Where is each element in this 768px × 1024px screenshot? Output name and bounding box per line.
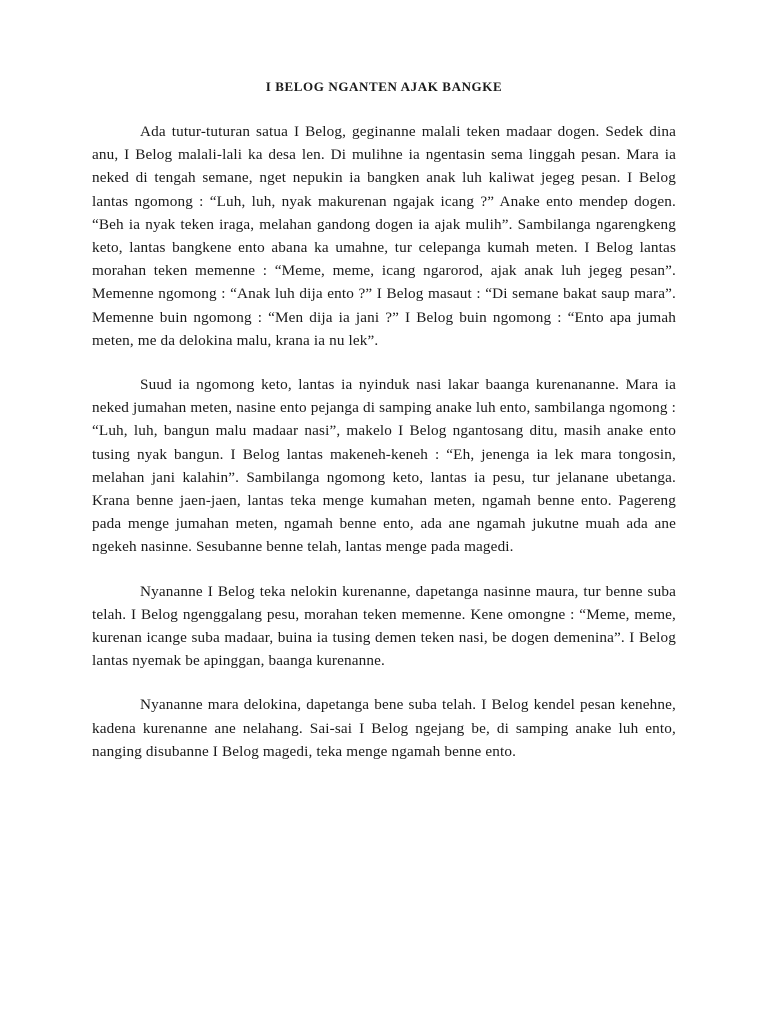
paragraph-2: Suud ia ngomong keto, lantas ia nyinduk nasi lakar baanga kurenananne. Mara ia neked jumahan meten, nasine ento pejanga di samping anake luh ento, sambilanga ngomong : “Luh, luh, bangun malu madaar nasi”, makelo I Belog ngantosang ditu, masih anake ento tusing nyak bangun. I Belog lantas makeneh-keneh : “Eh, jenenga ia lek mara tongosin, melahan jani kalahin”. Sambilanga ngomong keto, lantas ia pesu, tur jelanane ubetanga. Krana benne jaen-jaen, lantas teka menge kumahan meten, ngamah benne ento. Pagereng pada menge jumahan meten, ngamah benne ento, ada ane ngamah jukutne muah ada ane ngekeh nasinne. Sesubanne benne telah, lantas menge pada magedi. bbox=[92, 376, 676, 556]
document-body bbox=[92, 120, 676, 784]
paragraph-1: Ada tutur-tuturan satua I Belog, geginanne malali teken madaar dogen. Sedek dina anu, I Belog malali-lali ka desa len. Di mulihne ia ngentasin sema linggah pesan. Mara ia neked di tengah semane, nget nepukin ia bangken anak luh kaliwat jegeg pesan. I Belog lantas ngomong : “Luh, luh, nyak makurenan ngajak icang ?” Anake ento mendep dogen. “Beh ia nyak teken iraga, melahan gandong dogen ia ajak mulih”. Sambilanga ngarengkeng keto, lantas bangkene ento abana ka umahne, tur celepanga kumah meten. I Belog lantas morahan teken memenne : “Meme, meme, icang ngarorod, ajak anak luh jegeg pesan”. Memenne ngomong : “Anak luh dija ento ?” I Belog masaut : “Di semane bakat saup mara”. Memenne buin ngomong : “Men dija ia jani ?” I Belog buin ngomong : “Ento apa jumah meten, me da delokina malu, krana ia nu lek”. bbox=[92, 123, 676, 349]
document-title: I BELOG NGANTEN AJAK BANGKE bbox=[265, 79, 503, 94]
paragraph-3: Nyananne I Belog teka nelokin kurenanne, dapetanga nasinne maura, tur benne suba telah. I Belog ngenggalang pesu, morahan teken memenne. Kene omongne : “Meme, meme, kurenan icange suba madaar, buina ia tusing demen teken nasi, be dogen demenina”. I Belog lantas nyemak be apinggan, baanga kurenanne. bbox=[92, 582, 676, 670]
paragraph-4: Nyananne mara delokina, dapetanga bene suba telah. I Belog kendel pesan kenehne, kadena kurenanne ane nelahang. Sai-sai I Belog ngejang be, di samping anake luh ento, nanging disubanne I Belog magedi, teka menge ngamah benne ento. bbox=[92, 696, 676, 760]
